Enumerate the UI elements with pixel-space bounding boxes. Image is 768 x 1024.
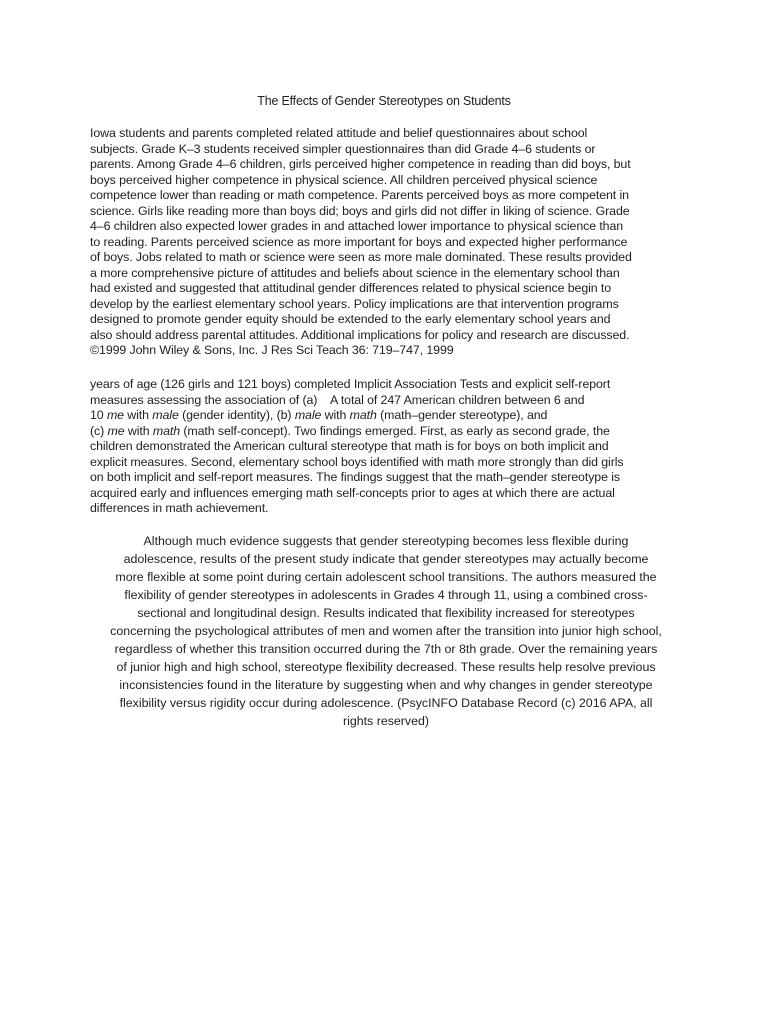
text-fragment: 10 bbox=[90, 408, 107, 422]
text-line: rights reserved) bbox=[342, 714, 430, 728]
text-line: competence lower than reading or math competence. Parents perceived boys as more competent in bbox=[90, 188, 629, 202]
text-line: differences in math achievement. bbox=[90, 501, 269, 515]
text-line: concerning the psychological attributes of men and women after the transition into junior high school, bbox=[110, 624, 662, 638]
text-line: Iowa students and parents completed related attitude and belief questionnaires about school bbox=[90, 126, 588, 140]
text-fragment: (c) bbox=[90, 423, 108, 438]
text-fragment: with bbox=[123, 408, 153, 422]
text-line: parents. Among Grade 4–6 children, girls perceived higher competence in reading than did boys, but bbox=[90, 157, 631, 171]
text-line: Although much evidence suggests that gender stereotyping becomes less flexible during bbox=[143, 534, 629, 548]
text-line: adolescence, results of the present study indicate that gender stereotypes may actually become bbox=[123, 552, 649, 566]
text-line: of junior high and high school, stereotype flexibility decreased. These results help resolve previous bbox=[116, 660, 656, 674]
text-line: 4–6 children also expected lower grades in and attached lower importance to physical science than bbox=[90, 219, 624, 233]
copyright-line: ©1999 John Wiley & Sons, Inc. J Res Sci Teach 36: 719–747, 1999 bbox=[90, 343, 454, 357]
text-line: years of age (126 girls and 121 boys) completed Implicit Association Tests and explicit self-report bbox=[90, 377, 611, 391]
text-line: to reading. Parents perceived science as more important for boys and expected higher performance bbox=[90, 234, 628, 249]
document-title: The Effects of Gender Stereotypes on Students bbox=[257, 94, 511, 108]
italic-term: male bbox=[152, 408, 179, 422]
text-line: regardless of whether this transition occurred during the 7th or 8th grade. Over the remaining years bbox=[114, 642, 658, 656]
text-line bbox=[90, 408, 665, 424]
text-line: flexibility of gender stereotypes in adolescents in Grades 4 through 11, using a combined cross- bbox=[124, 588, 648, 602]
text-fragment: (math self-concept). Two findings emerged. First, as early as second grade, the bbox=[180, 423, 610, 438]
text-line: acquired early and influences emerging math self-concepts prior to ages at which there are actual bbox=[90, 485, 615, 500]
abstract-paragraph-1 bbox=[90, 126, 690, 359]
abstract-paragraph-3 bbox=[88, 532, 684, 730]
text-fragment: with bbox=[124, 423, 153, 438]
italic-term: math bbox=[349, 408, 377, 422]
text-line bbox=[90, 424, 665, 440]
text-line: more flexible at some point during certain adolescent school transitions. The authors measured the bbox=[115, 570, 657, 584]
italic-term: male bbox=[294, 408, 322, 422]
text-line: explicit measures. Second, elementary school boys identified with math more strongly than did girls bbox=[90, 454, 624, 469]
text-fragment: (math–gender stereotype), and bbox=[376, 408, 548, 422]
italic-term: math bbox=[152, 423, 180, 438]
text-line: children demonstrated the American cultural stereotype that math is for boys on both implicit and bbox=[90, 439, 609, 453]
text-fragment: with bbox=[321, 408, 350, 422]
text-line: flexibility versus rigidity occur during adolescence. (PsycINFO Database Record (c) 2016 APA, all bbox=[119, 696, 653, 710]
text-line: develop by the earliest elementary school years. Policy implications are that intervention programs bbox=[90, 296, 619, 311]
text-line: had existed and suggested that attitudinal gender differences related to physical science begin to bbox=[90, 281, 612, 295]
text-line: designed to promote gender equity should be extended to the early elementary school years and bbox=[90, 312, 611, 326]
text-line: on both implicit and self-report measures. The findings suggest that the math–gender stereotype is bbox=[90, 470, 620, 484]
text-line: science. Girls like reading more than boys did; boys and girls did not differ in liking of science. Grade bbox=[90, 203, 630, 218]
text-line: inconsistencies found in the literature by suggesting when and why changes in gender stereotype bbox=[119, 678, 653, 692]
text-line: also should address parental attitudes. Additional implications for policy and research are discussed. bbox=[90, 327, 630, 342]
text-line: sectional and longitudinal design. Results indicated that flexibility increased for stereotypes bbox=[137, 606, 635, 620]
text-line: of boys. Jobs related to math or science were seen as more male dominated. These results provided bbox=[90, 250, 632, 264]
italic-term: me bbox=[107, 423, 125, 438]
text-line: boys perceived higher competence in physical science. All children perceived physical science bbox=[90, 172, 598, 187]
text-line: measures assessing the association of (a) A total of 247 American children between 6 and bbox=[90, 392, 585, 407]
text-line: a more comprehensive picture of attitudes and beliefs about science in the elementary school than bbox=[90, 265, 620, 280]
text-line: subjects. Grade K–3 students received simpler questionnaires than did Grade 4–6 students or bbox=[90, 141, 596, 156]
italic-term: me bbox=[106, 408, 124, 422]
text-fragment: (gender identity), (b) bbox=[178, 408, 295, 422]
abstract-paragraph-2 bbox=[90, 377, 665, 517]
